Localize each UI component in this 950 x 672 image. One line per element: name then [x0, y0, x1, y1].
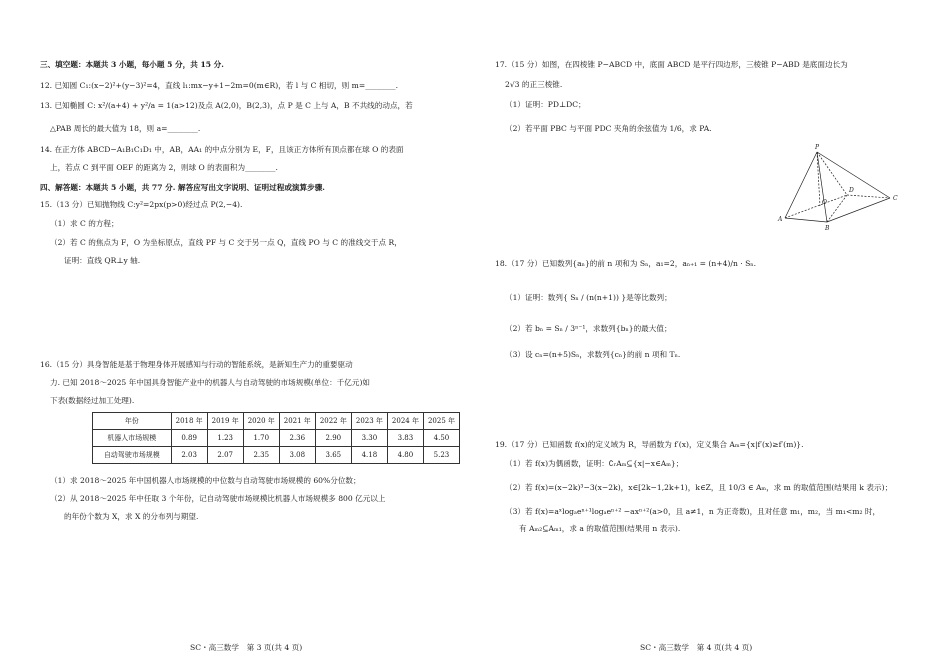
- fill-blank-header: 三、填空题：本题共 3 小题，每小题 5 分，共 15 分.: [40, 60, 224, 69]
- value-cell: 4.18: [351, 447, 387, 464]
- question-19-line1: 19.（17 分）已知函数 f(x)的定义域为 R，导函数为 f′(x)，定义集合 Aₘ={x|f′(x)≥f′(m)}.: [495, 440, 804, 449]
- year-cell: 2021 年: [279, 413, 315, 430]
- question-16-line3: 下表(数据经过加工处理).: [50, 396, 135, 405]
- question-15-part2-line1: （2）若 C 的焦点为 F，O 为坐标原点，直线 PF 与 C 交于另一点 Q，直线 PO 与 C 的准线交于点 R，: [50, 238, 402, 247]
- question-16-line2: 力. 已知 2018～2025 年中国具身智能产业中的机器人与自动驾驶的市场规模(单位：千亿元)如: [50, 378, 371, 387]
- value-cell: 2.07: [207, 447, 243, 464]
- right-footer: SC・高三数学 第 4 页(共 4 页): [640, 643, 753, 652]
- row-label: 机器人市场规模: [93, 430, 172, 447]
- value-cell: 4.50: [423, 430, 459, 447]
- point-label-o: O: [822, 199, 827, 206]
- value-cell: 5.23: [423, 447, 459, 464]
- vertex-label-d: D: [849, 187, 854, 194]
- year-cell: 2023 年: [351, 413, 387, 430]
- question-19-part2: （2）若 f(x)=(x−2k)³−3(x−2k)，x∈[2k−1,2k+1)，k∈Z，且 10/3 ∈ Aₘ，求 m 的取值范围(结果用 k 表示)；: [505, 483, 893, 492]
- vertex-label-a: A: [778, 216, 783, 223]
- table-row: [93, 413, 460, 430]
- value-cell: 0.89: [171, 430, 207, 447]
- value-cell: 2.90: [315, 430, 351, 447]
- year-cell: 2025 年: [423, 413, 459, 430]
- question-13-line2: △PAB 周长的最大值为 18，则 a=________.: [50, 124, 201, 133]
- market-table: [92, 412, 460, 464]
- question-16-part2-line2: 的年份个数为 X，求 X 的分布列与期望.: [64, 512, 199, 521]
- question-16-line1: 16.（15 分）具身智能是基于物理身体开展感知与行动的智能系统，是新知生产力的重要驱动: [40, 360, 353, 369]
- question-17-part1: （1）证明：PD⊥DC；: [505, 100, 586, 109]
- question-15-line1: 15.（13 分）已知抛物线 C:y²=2px(p>0)经过点 P(2,−4).: [40, 200, 243, 209]
- value-cell: 2.35: [243, 447, 279, 464]
- solve-header: 四、解答题：本题共 5 小题，共 77 分. 解答应写出文字说明、证明过程或演算步骤.: [40, 183, 325, 192]
- row-label: 自动驾驶市场规模: [93, 447, 172, 464]
- question-19-part3-line2: 有 Aₘ₂⊆Aₘ₁，求 a 的取值范围(结果用 n 表示).: [519, 524, 681, 533]
- question-18-part1: （1）证明：数列{ Sₙ / (n(n+1)) }是等比数列；: [505, 293, 672, 302]
- vertex-label-c: C: [893, 195, 898, 202]
- value-cell: 2.03: [171, 447, 207, 464]
- question-19-part3-line1: （3）若 f(x)=aˣlogₐeⁿ⁺¹logₐeⁿ⁺² −axⁿ⁺²(a>0，且 a≠1，n 为正奇数)，且对任意 m₁，m₂，当 m₁<m₂ 时，: [505, 507, 881, 516]
- table-row: [93, 447, 460, 464]
- question-17-line2: 2√3 的正三棱锥.: [505, 80, 563, 89]
- question-16-part1: （1）求 2018～2025 年中国机器人市场规模的中位数与自动驾驶市场规模的 60%分位数；: [50, 476, 361, 485]
- question-18-line1: 18.（17 分）已知数列{aₙ}的前 n 项和为 Sₙ，a₁=2，aₙ₊₁ = (n+4)/n · Sₙ.: [495, 259, 756, 268]
- question-14-line1: 14. 在正方体 ABCD−A₁B₁C₁D₁ 中，AB，AA₁ 的中点分别为 E，F，且该正方体所有顶点都在球 O 的表面: [40, 145, 404, 154]
- year-cell: 2024 年: [387, 413, 423, 430]
- value-cell: 3.30: [351, 430, 387, 447]
- value-cell: 1.70: [243, 430, 279, 447]
- value-cell: 4.80: [387, 447, 423, 464]
- table-row: [93, 430, 460, 447]
- question-17-line1: 17.（15 分）如图，在四棱锥 P−ABCD 中，底面 ABCD 是平行四边形，三棱锥 P−ABD 是底面边长为: [495, 60, 848, 69]
- value-cell: 2.36: [279, 430, 315, 447]
- value-cell: 3.08: [279, 447, 315, 464]
- year-cell: 2022 年: [315, 413, 351, 430]
- year-cell: 2019 年: [207, 413, 243, 430]
- table-header-label: 年份: [93, 413, 172, 430]
- question-15-part2-line2: 证明：直线 QR⊥y 轴.: [64, 256, 141, 265]
- question-15-part1: （1）求 C 的方程；: [50, 219, 119, 228]
- value-cell: 3.65: [315, 447, 351, 464]
- value-cell: 3.83: [387, 430, 423, 447]
- question-18-part3: （3）设 cₙ=(n+5)Sₙ，求数列{cₙ}的前 n 项和 Tₙ.: [505, 350, 681, 359]
- question-13-line1: 13. 已知椭圆 C: x²/(a+4) + y²/a = 1(a>12)及点 A(2,0)，B(2,3)，点 P 是 C 上与 A，B 不共线的动点，若: [40, 101, 413, 110]
- question-16-part2-line1: （2）从 2018～2025 年中任取 3 个年份，记自动驾驶市场规模比机器人市场规模多 800 亿元以上: [50, 494, 386, 503]
- question-18-part2: （2）若 bₙ = Sₙ / 3ⁿ⁻¹，求数列{bₙ}的最大值；: [505, 324, 672, 333]
- value-cell: 1.23: [207, 430, 243, 447]
- question-12: 12. 已知圆 C₁:(x−2)²+(y−3)²=4，直线 l₁:mx−y+1−2m=0(m∈R)，若 l 与 C 相切，则 m=________.: [40, 81, 398, 90]
- question-17-part2: （2）若平面 PBC 与平面 PDC 夹角的余弦值为 1/6，求 PA.: [505, 124, 712, 133]
- year-cell: 2018 年: [171, 413, 207, 430]
- year-cell: 2020 年: [243, 413, 279, 430]
- question-19-part1: （1）若 f(x)为偶函数，证明：∁ᵣAₘ⊆{x|−x∈Aₘ}；: [505, 459, 684, 468]
- vertex-label-p: P: [815, 144, 820, 151]
- pyramid-figure: [775, 140, 905, 230]
- left-footer: SC・高三数学 第 3 页(共 4 页): [190, 643, 303, 652]
- question-14-line2: 上，若点 C 到平面 OEF 的距离为 2，则球 O 的表面积为________.: [50, 163, 278, 172]
- vertex-label-b: B: [825, 225, 830, 230]
